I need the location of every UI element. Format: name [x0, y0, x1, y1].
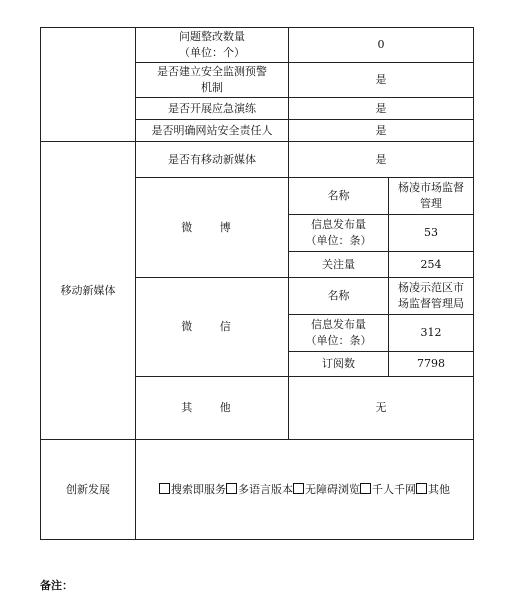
blank-cell	[41, 28, 136, 142]
row-value: 是	[289, 63, 474, 98]
wechat-posts-label: 信息发布量 （单位：条）	[289, 315, 389, 352]
checkbox-option[interactable]: 搜索即服务	[159, 483, 226, 496]
weibo-follow-value: 254	[389, 252, 474, 278]
has-mobile-label: 是否有移动新媒体	[136, 142, 289, 178]
other-label: 其 他	[136, 377, 289, 440]
row-label: 问题整改数量 （单位：个）	[136, 28, 289, 63]
table-row	[41, 28, 474, 63]
checkbox-icon[interactable]	[360, 483, 371, 494]
weibo-name-value: 杨凌市场监督 管理	[389, 178, 474, 215]
has-mobile-value: 是	[289, 142, 474, 178]
weibo-name-label: 名称	[289, 178, 389, 215]
weibo-posts-label: 信息发布量 （单位：条）	[289, 215, 389, 252]
table-row	[41, 142, 474, 178]
section-innovation: 创新发展	[41, 440, 136, 540]
checkbox-option[interactable]: 无障碍浏览	[293, 483, 360, 496]
row-value: 0	[289, 28, 474, 63]
wechat-sub-label: 订阅数	[289, 352, 389, 377]
wechat-sub-value: 7798	[389, 352, 474, 377]
checkbox-icon[interactable]	[159, 483, 170, 494]
row-label: 是否建立安全监测预警 机制	[136, 63, 289, 98]
checkbox-icon[interactable]	[226, 483, 237, 494]
checkbox-option[interactable]: 其他	[416, 483, 450, 496]
row-label: 是否开展应急演练	[136, 98, 289, 120]
section-mobile: 移动新媒体	[41, 142, 136, 440]
wechat-name-label: 名称	[289, 278, 389, 315]
note-label: 备注：	[40, 579, 73, 592]
checkbox-icon[interactable]	[416, 483, 427, 494]
row-label: 是否明确网站安全责任人	[136, 120, 289, 142]
row-value: 是	[289, 98, 474, 120]
checkbox-option[interactable]: 多语言版本	[226, 483, 293, 496]
wechat-label: 微 信	[136, 278, 289, 377]
other-value: 无	[289, 377, 474, 440]
wechat-name-value: 杨凌示范区市 场监督管理局	[389, 278, 474, 315]
weibo-follow-label: 关注量	[289, 252, 389, 278]
checkbox-icon[interactable]	[293, 483, 304, 494]
report-table	[40, 27, 474, 540]
wechat-posts-value: 312	[389, 315, 474, 352]
row-value: 是	[289, 120, 474, 142]
weibo-posts-value: 53	[389, 215, 474, 252]
innovation-options	[136, 440, 474, 540]
table-row	[41, 440, 474, 540]
weibo-label: 微 博	[136, 178, 289, 278]
checkbox-option[interactable]: 千人千网	[360, 483, 416, 496]
